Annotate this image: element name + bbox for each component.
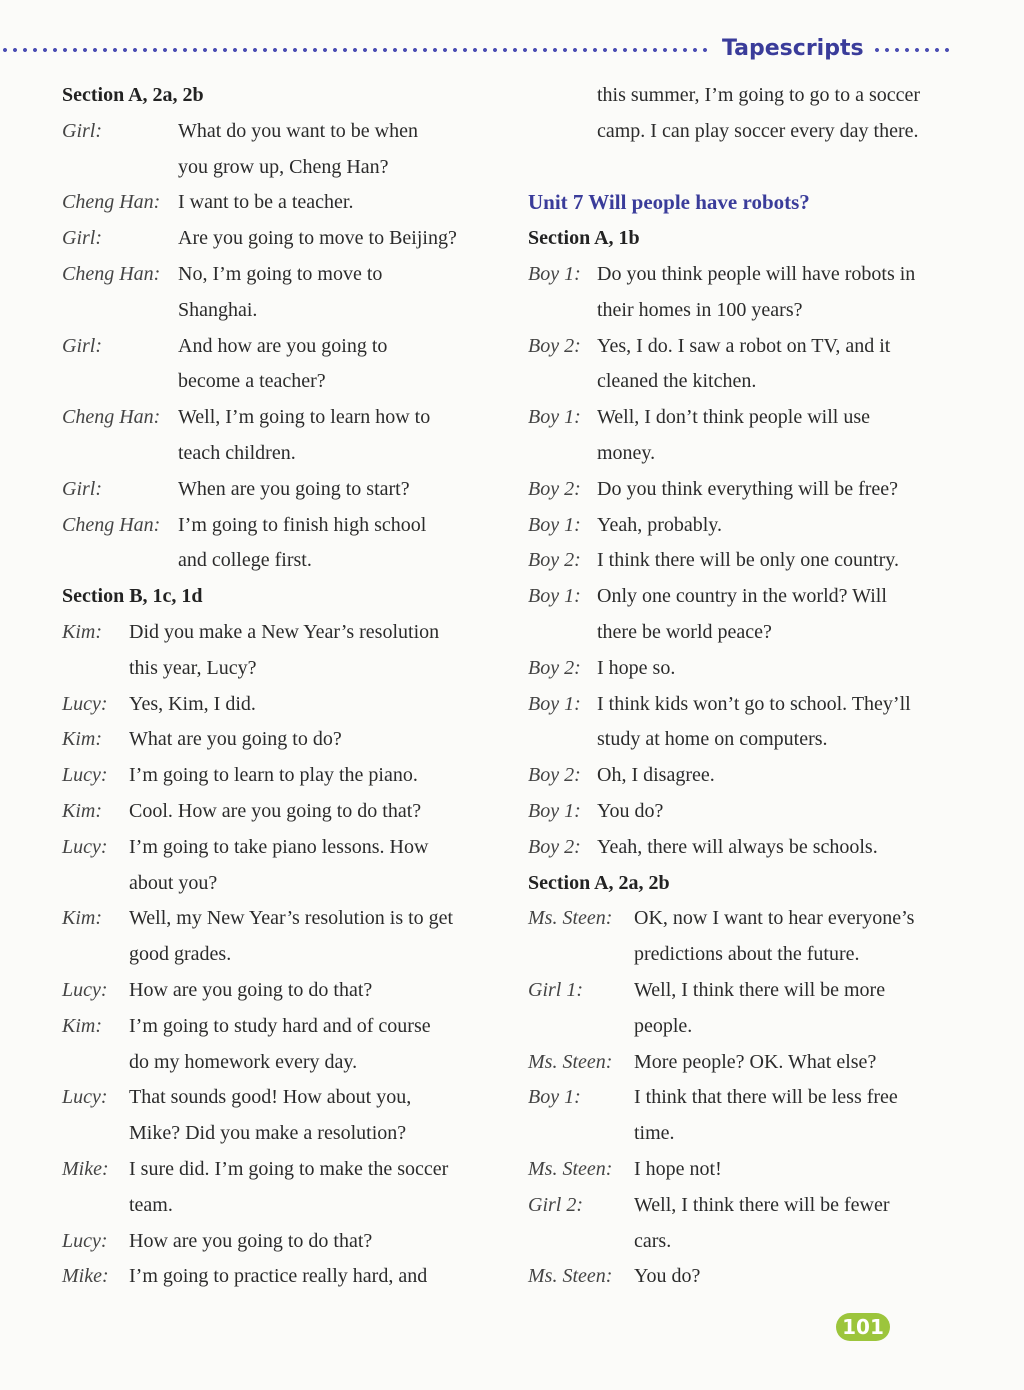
- dialogue-line: [62, 1116, 502, 1152]
- dialogue-text: I hope so.: [597, 656, 676, 679]
- dialogue-line: [528, 114, 968, 150]
- dialogue-text: money.: [597, 441, 656, 464]
- dialogue-line: [528, 722, 968, 758]
- speaker-label: Kim:: [62, 620, 102, 643]
- dialogue-text: Mike? Did you make a resolution?: [129, 1122, 407, 1145]
- dialogue-line: [528, 1080, 968, 1116]
- dialogue-text: You do?: [597, 799, 664, 822]
- dialogue-text: cleaned the kitchen.: [597, 370, 757, 393]
- dialogue-text: Well, I think there will be more: [634, 978, 886, 1001]
- speaker-label: Girl 2:: [528, 1193, 583, 1216]
- speaker-label: Ms. Steen:: [528, 907, 613, 930]
- dialogue-line: [62, 472, 502, 508]
- speaker-label: Girl:: [62, 119, 102, 142]
- dialogue-text: Yes, I do. I saw a robot on TV, and it: [597, 334, 891, 357]
- section-heading: Section A, 1b: [528, 227, 640, 250]
- dialogue-line: [528, 830, 968, 866]
- dialogue-line: [528, 901, 968, 937]
- dialogue-line: [62, 973, 502, 1009]
- dialogue-line: [528, 937, 968, 973]
- speaker-label: Lucy:: [62, 692, 108, 715]
- speaker-label: Boy 1:: [528, 513, 581, 536]
- speaker-label: Ms. Steen:: [528, 1265, 613, 1288]
- dialogue-text: How are you going to do that?: [129, 1229, 373, 1252]
- dialogue-text: there be world peace?: [597, 620, 772, 643]
- dialogue-text: Well, my New Year’s resolution is to get: [129, 907, 454, 930]
- speaker-label: Lucy:: [62, 978, 108, 1001]
- dialogue-text: When are you going to start?: [178, 477, 410, 500]
- dialogue-line: [62, 1009, 502, 1045]
- dialogue-text: study at home on computers.: [597, 728, 828, 751]
- dialogue-text: What are you going to do?: [129, 728, 342, 751]
- speaker-label: Kim:: [62, 1014, 102, 1037]
- speaker-label: Boy 1:: [528, 1086, 581, 1109]
- dialogue-line: [62, 150, 502, 186]
- dialogue-line: [528, 1116, 968, 1152]
- speaker-label: Boy 1:: [528, 262, 581, 285]
- speaker-label: Boy 1:: [528, 692, 581, 715]
- dialogue-line: [62, 794, 502, 830]
- dialogue-line: [528, 1152, 968, 1188]
- dialogue-text: team.: [129, 1193, 173, 1216]
- dialogue-text: OK, now I want to hear everyone’s: [634, 907, 915, 930]
- dialogue-line: [528, 1259, 968, 1295]
- dialogue-text: Well, I’m going to learn how to: [178, 406, 431, 429]
- dialogue-text: I’m going to finish high school: [178, 513, 427, 536]
- speaker-label: Kim:: [62, 799, 102, 822]
- dialogue-text: their homes in 100 years?: [597, 298, 803, 321]
- dialogue-line: [62, 543, 502, 579]
- dialogue-text: good grades.: [129, 943, 232, 966]
- dialogue-line: [528, 1009, 968, 1045]
- dialogue-text: I’m going to learn to play the piano.: [129, 764, 418, 787]
- unit-title: Unit 7 Will people have robots?: [528, 190, 810, 215]
- dialogue-line: [528, 758, 968, 794]
- dialogue-line: [62, 758, 502, 794]
- dialogue-text: I’m going to practice really hard, and: [129, 1265, 428, 1288]
- speaker-label: Girl:: [62, 477, 102, 500]
- dialogue-line: [62, 1080, 502, 1116]
- dialogue-line: [62, 1045, 502, 1081]
- dialogue-line: [528, 400, 968, 436]
- speaker-label: Boy 1:: [528, 406, 581, 429]
- dialogue-text: I’m going to study hard and of course: [129, 1014, 431, 1037]
- speaker-label: Lucy:: [62, 835, 108, 858]
- speaker-label: Mike:: [62, 1157, 109, 1180]
- speaker-label: Boy 2:: [528, 549, 581, 572]
- speaker-label: Kim:: [62, 907, 102, 930]
- dialogue-text: this year, Lucy?: [129, 656, 257, 679]
- dialogue-line: [62, 901, 502, 937]
- dialogue-text: Did you make a New Year’s resolution: [129, 620, 440, 643]
- dialogue-line: [62, 687, 502, 723]
- dialogue-text: I want to be a teacher.: [178, 191, 354, 214]
- dialogue-text: Oh, I disagree.: [597, 764, 715, 787]
- speaker-label: Girl:: [62, 334, 102, 357]
- right-column: [528, 78, 968, 1295]
- dialogue-text: and college first.: [178, 549, 312, 572]
- dialogue-text: Yes, Kim, I did.: [129, 692, 256, 715]
- dialogue-text: And how are you going to: [178, 334, 388, 357]
- speaker-label: Cheng Han:: [62, 262, 161, 285]
- dialogue-text: Are you going to move to Beijing?: [178, 227, 457, 250]
- dialogue-text: I think that there will be less free: [634, 1086, 898, 1109]
- section-heading: Section A, 2a, 2b: [528, 871, 670, 894]
- section-heading: Section A, 2a, 2b: [62, 84, 204, 106]
- speaker-label: Girl 1:: [528, 978, 583, 1001]
- dialogue-text: Only one country in the world? Will: [597, 585, 887, 608]
- speaker-label: Lucy:: [62, 1086, 108, 1109]
- dialogue-text: More people? OK. What else?: [634, 1050, 877, 1073]
- dialogue-line: [528, 508, 968, 544]
- dialogue-line: [62, 114, 502, 150]
- dialogue-line: [528, 436, 968, 472]
- dialogue-line: [528, 794, 968, 830]
- speaker-label: Kim:: [62, 728, 102, 751]
- dialogue-text: That sounds good! How about you,: [129, 1086, 412, 1109]
- speaker-label: Cheng Han:: [62, 191, 161, 214]
- dialogue-line: [62, 615, 502, 651]
- dialogue-line: [528, 257, 968, 293]
- dialogue-text: You do?: [634, 1265, 701, 1288]
- dialogue-text: I hope not!: [634, 1157, 722, 1180]
- dialogue-line: [528, 78, 968, 114]
- speaker-label: Lucy:: [62, 764, 108, 787]
- dialogue-text: I sure did. I’m going to make the soccer: [129, 1157, 449, 1180]
- dialogue-text: this summer, I’m going to go to a soccer: [597, 84, 921, 106]
- dialogue-text: Yeah, there will always be schools.: [597, 835, 878, 858]
- dialogue-line: [62, 257, 502, 293]
- dialogue-text: camp. I can play soccer every day there.: [597, 119, 919, 142]
- dialogue-text: Cool. How are you going to do that?: [129, 799, 422, 822]
- dialogue-text: Well, I think there will be fewer: [634, 1193, 890, 1216]
- speaker-label: Mike:: [62, 1265, 109, 1288]
- dialogue-line: [62, 329, 502, 365]
- dialogue-line: [62, 866, 502, 902]
- dialogue-line: [62, 1188, 502, 1224]
- speaker-label: Ms. Steen:: [528, 1050, 613, 1073]
- dialogue-line: [62, 185, 502, 221]
- dialogue-line: [62, 651, 502, 687]
- speaker-label: Boy 2:: [528, 334, 581, 357]
- speaker-label: Cheng Han:: [62, 406, 161, 429]
- dialogue-line: [62, 293, 502, 329]
- dialogue-line: [62, 221, 502, 257]
- dialogue-text: Shanghai.: [178, 298, 258, 321]
- dialogue-line: [62, 1259, 502, 1295]
- dialogue-line: [62, 436, 502, 472]
- dialogue-line: [528, 687, 968, 723]
- dialogue-text: Do you think people will have robots in: [597, 262, 916, 285]
- speaker-label: Boy 2:: [528, 835, 581, 858]
- dialogue-line: [62, 364, 502, 400]
- dialogue-text: time.: [634, 1122, 675, 1145]
- dialogue-line: [528, 615, 968, 651]
- dialogue-text: people.: [634, 1014, 693, 1037]
- dialogue-line: [528, 472, 968, 508]
- dialogue-line: [528, 364, 968, 400]
- dialogue-text: No, I’m going to move to: [178, 262, 383, 285]
- speaker-label: Lucy:: [62, 1229, 108, 1252]
- dialogue-line: [528, 543, 968, 579]
- speaker-label: Boy 1:: [528, 585, 581, 608]
- dialogue-text: you grow up, Cheng Han?: [178, 155, 389, 178]
- spacer: [528, 150, 968, 186]
- dialogue-text: predictions about the future.: [634, 943, 860, 966]
- dialogue-text: Do you think everything will be free?: [597, 477, 899, 500]
- section-heading: Section B, 1c, 1d: [62, 585, 203, 608]
- page-number-badge: 101: [836, 1313, 890, 1341]
- dialogue-line: [62, 508, 502, 544]
- dialogue-line: [528, 651, 968, 687]
- dialogue-line: [528, 293, 968, 329]
- header-dotted-rule-left: [0, 40, 712, 60]
- page-header-title: Tapescripts: [722, 36, 864, 61]
- dialogue-line: [62, 830, 502, 866]
- dialogue-line: [528, 579, 968, 615]
- dialogue-line: [62, 400, 502, 436]
- speaker-label: Ms. Steen:: [528, 1157, 613, 1180]
- speaker-label: Cheng Han:: [62, 513, 161, 536]
- dialogue-text: about you?: [129, 871, 218, 894]
- dialogue-line: [62, 1224, 502, 1260]
- dialogue-line: [528, 329, 968, 365]
- dialogue-text: What do you want to be when: [178, 119, 418, 142]
- dialogue-line: [62, 1152, 502, 1188]
- dialogue-line: [528, 973, 968, 1009]
- dialogue-text: I think kids won’t go to school. They’ll: [597, 692, 911, 715]
- header-dotted-rule-right: [872, 40, 950, 60]
- dialogue-line: [528, 1224, 968, 1260]
- dialogue-line: [62, 937, 502, 973]
- dialogue-text: Well, I don’t think people will use: [597, 406, 870, 429]
- dialogue-text: cars.: [634, 1229, 672, 1252]
- dialogue-text: I’m going to take piano lessons. How: [129, 835, 429, 858]
- speaker-label: Boy 1:: [528, 799, 581, 822]
- dialogue-text: I think there will be only one country.: [597, 549, 899, 572]
- dialogue-text: teach children.: [178, 441, 296, 464]
- dialogue-text: How are you going to do that?: [129, 978, 373, 1001]
- dialogue-line: [528, 1188, 968, 1224]
- dialogue-text: Yeah, probably.: [597, 513, 722, 536]
- speaker-label: Boy 2:: [528, 764, 581, 787]
- dialogue-text: become a teacher?: [178, 370, 326, 393]
- speaker-label: Boy 2:: [528, 477, 581, 500]
- speaker-label: Girl:: [62, 227, 102, 250]
- left-column: [62, 78, 502, 1295]
- speaker-label: Boy 2:: [528, 656, 581, 679]
- dialogue-line: [62, 722, 502, 758]
- dialogue-line: [528, 1045, 968, 1081]
- dialogue-text: do my homework every day.: [129, 1050, 358, 1073]
